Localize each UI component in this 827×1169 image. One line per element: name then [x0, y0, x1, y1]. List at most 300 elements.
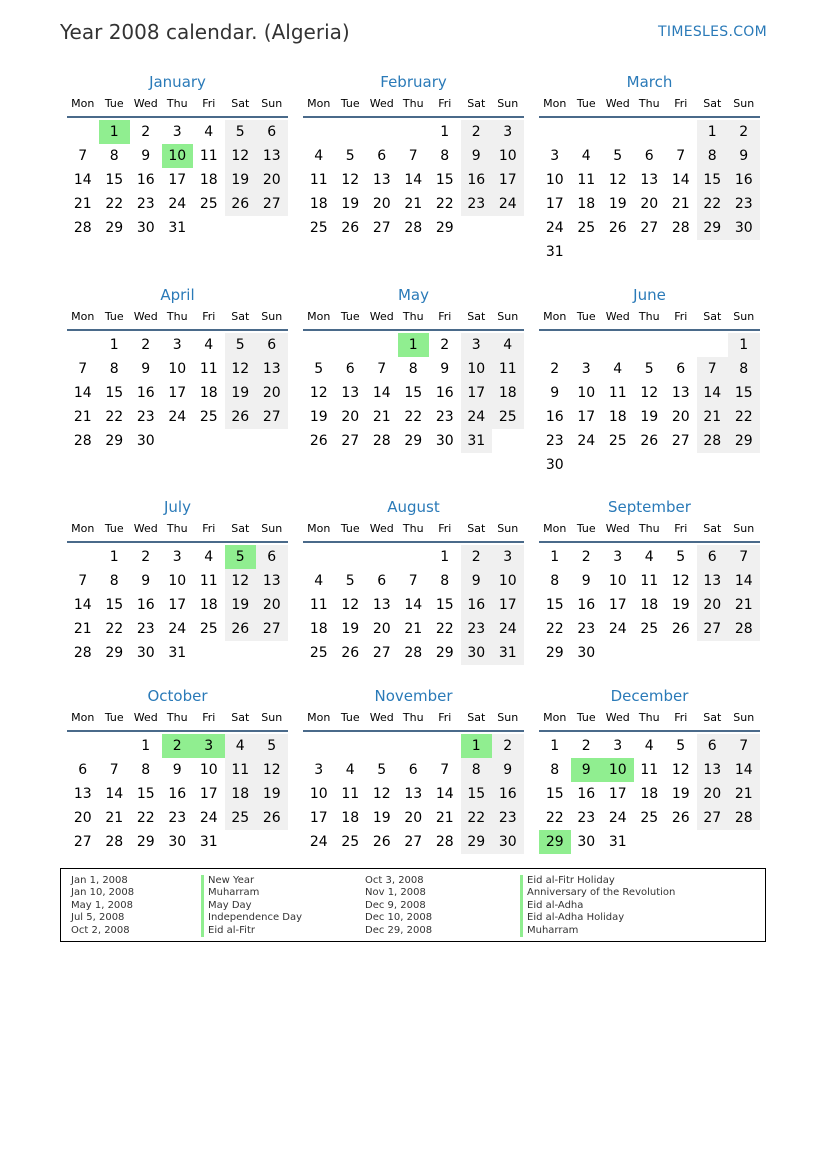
day-cell[interactable]: 7: [109, 762, 119, 778]
day-cell[interactable]: 11: [341, 786, 360, 802]
day-cell[interactable]: 14: [105, 786, 124, 802]
day-cell[interactable]: 10: [309, 786, 328, 802]
day-cell[interactable]: 25: [225, 806, 257, 830]
day-cell[interactable]: 6: [256, 120, 288, 144]
day-cell[interactable]: 19: [671, 786, 690, 802]
day-cell[interactable]: 12: [309, 385, 328, 401]
day-cell[interactable]: 7: [440, 762, 450, 778]
holiday-day-cell[interactable]: 5: [225, 545, 257, 569]
day-cell[interactable]: 25: [577, 220, 596, 236]
day-cell[interactable]: 18: [640, 786, 659, 802]
day-cell[interactable]: 19: [671, 597, 690, 613]
day-cell[interactable]: 19: [341, 196, 360, 212]
day-cell[interactable]: 9: [172, 762, 182, 778]
day-cell[interactable]: 14: [73, 172, 92, 188]
day-cell[interactable]: 30: [728, 216, 760, 240]
day-cell[interactable]: 5: [256, 734, 288, 758]
day-cell[interactable]: 28: [404, 645, 423, 661]
day-cell[interactable]: 20: [256, 381, 288, 405]
day-cell[interactable]: 6: [676, 361, 686, 377]
day-cell[interactable]: 27: [640, 220, 659, 236]
day-cell[interactable]: 11: [199, 573, 218, 589]
day-cell[interactable]: 17: [608, 786, 627, 802]
day-cell[interactable]: 25: [640, 810, 659, 826]
day-cell[interactable]: 31: [461, 429, 493, 453]
day-cell[interactable]: 2: [461, 545, 493, 569]
day-cell[interactable]: 3: [172, 124, 182, 140]
day-cell[interactable]: 26: [671, 810, 690, 826]
day-cell[interactable]: 19: [225, 593, 257, 617]
day-cell[interactable]: 4: [314, 573, 324, 589]
day-cell[interactable]: 25: [341, 834, 360, 850]
day-cell[interactable]: 20: [640, 196, 659, 212]
day-cell[interactable]: 16: [461, 168, 493, 192]
day-cell[interactable]: 4: [644, 549, 654, 565]
day-cell[interactable]: 12: [671, 573, 690, 589]
day-cell[interactable]: 22: [404, 409, 423, 425]
day-cell[interactable]: 1: [550, 738, 560, 754]
day-cell[interactable]: 26: [608, 220, 627, 236]
day-cell[interactable]: 15: [728, 381, 760, 405]
day-cell[interactable]: 22: [697, 192, 729, 216]
holiday-day-cell[interactable]: 3: [193, 734, 225, 758]
day-cell[interactable]: 12: [341, 597, 360, 613]
day-cell[interactable]: 14: [728, 569, 760, 593]
day-cell[interactable]: 26: [256, 806, 288, 830]
day-cell[interactable]: 8: [141, 762, 151, 778]
day-cell[interactable]: 20: [697, 593, 729, 617]
day-cell[interactable]: 3: [492, 545, 524, 569]
day-cell[interactable]: 7: [78, 573, 88, 589]
day-cell[interactable]: 26: [372, 834, 391, 850]
day-cell[interactable]: 5: [613, 148, 623, 164]
day-cell[interactable]: 28: [697, 429, 729, 453]
day-cell[interactable]: 1: [440, 549, 450, 565]
day-cell[interactable]: 25: [309, 645, 328, 661]
day-cell[interactable]: 11: [225, 758, 257, 782]
day-cell[interactable]: 2: [550, 361, 560, 377]
day-cell[interactable]: 22: [545, 621, 564, 637]
day-cell[interactable]: 12: [671, 762, 690, 778]
day-cell[interactable]: 23: [136, 196, 155, 212]
day-cell[interactable]: 17: [309, 810, 328, 826]
day-cell[interactable]: 2: [440, 337, 450, 353]
day-cell[interactable]: 16: [136, 385, 155, 401]
day-cell[interactable]: 9: [440, 361, 450, 377]
holiday-day-cell[interactable]: 1: [461, 734, 493, 758]
day-cell[interactable]: 17: [168, 597, 187, 613]
holiday-day-cell[interactable]: 10: [162, 144, 194, 168]
day-cell[interactable]: 31: [492, 641, 524, 665]
day-cell[interactable]: 5: [345, 573, 355, 589]
day-cell[interactable]: 12: [256, 758, 288, 782]
day-cell[interactable]: 5: [225, 120, 257, 144]
day-cell[interactable]: 1: [728, 333, 760, 357]
day-cell[interactable]: 18: [492, 381, 524, 405]
day-cell[interactable]: 13: [341, 385, 360, 401]
day-cell[interactable]: 28: [73, 220, 92, 236]
day-cell[interactable]: 1: [697, 120, 729, 144]
day-cell[interactable]: 16: [577, 597, 596, 613]
holiday-day-cell[interactable]: 1: [99, 120, 131, 144]
day-cell[interactable]: 6: [256, 333, 288, 357]
day-cell[interactable]: 18: [640, 597, 659, 613]
day-cell[interactable]: 27: [73, 834, 92, 850]
day-cell[interactable]: 3: [581, 361, 591, 377]
day-cell[interactable]: 13: [404, 786, 423, 802]
day-cell[interactable]: 18: [309, 621, 328, 637]
day-cell[interactable]: 14: [73, 597, 92, 613]
day-cell[interactable]: 4: [314, 148, 324, 164]
day-cell[interactable]: 24: [461, 405, 493, 429]
day-cell[interactable]: 18: [608, 409, 627, 425]
day-cell[interactable]: 8: [461, 758, 493, 782]
day-cell[interactable]: 12: [341, 172, 360, 188]
day-cell[interactable]: 25: [309, 220, 328, 236]
day-cell[interactable]: 17: [577, 409, 596, 425]
day-cell[interactable]: 19: [372, 810, 391, 826]
day-cell[interactable]: 17: [545, 196, 564, 212]
day-cell[interactable]: 9: [141, 148, 151, 164]
day-cell[interactable]: 10: [168, 573, 187, 589]
day-cell[interactable]: 23: [728, 192, 760, 216]
day-cell[interactable]: 31: [168, 645, 187, 661]
day-cell[interactable]: 19: [341, 621, 360, 637]
day-cell[interactable]: 7: [728, 734, 760, 758]
day-cell[interactable]: 5: [225, 333, 257, 357]
day-cell[interactable]: 27: [697, 617, 729, 641]
brand-logo[interactable]: TIMESLES.COM: [658, 24, 767, 40]
day-cell[interactable]: 12: [225, 357, 257, 381]
day-cell[interactable]: 3: [492, 120, 524, 144]
day-cell[interactable]: 23: [136, 409, 155, 425]
day-cell[interactable]: 26: [225, 405, 257, 429]
day-cell[interactable]: 8: [697, 144, 729, 168]
day-cell[interactable]: 5: [676, 549, 686, 565]
day-cell[interactable]: 26: [225, 617, 257, 641]
day-cell[interactable]: 17: [461, 381, 493, 405]
day-cell[interactable]: 25: [199, 621, 218, 637]
day-cell[interactable]: 8: [728, 357, 760, 381]
holiday-day-cell[interactable]: 2: [162, 734, 194, 758]
day-cell[interactable]: 29: [545, 645, 564, 661]
day-cell[interactable]: 30: [577, 645, 596, 661]
day-cell[interactable]: 5: [676, 738, 686, 754]
day-cell[interactable]: 10: [545, 172, 564, 188]
day-cell[interactable]: 28: [404, 220, 423, 236]
day-cell[interactable]: 27: [341, 433, 360, 449]
day-cell[interactable]: 6: [644, 148, 654, 164]
day-cell[interactable]: 4: [492, 333, 524, 357]
day-cell[interactable]: 4: [225, 734, 257, 758]
day-cell[interactable]: 19: [309, 409, 328, 425]
day-cell[interactable]: 19: [608, 196, 627, 212]
day-cell[interactable]: 7: [408, 573, 418, 589]
day-cell[interactable]: 17: [168, 172, 187, 188]
day-cell[interactable]: 11: [309, 597, 328, 613]
day-cell[interactable]: 25: [640, 621, 659, 637]
day-cell[interactable]: 16: [728, 168, 760, 192]
day-cell[interactable]: 2: [581, 738, 591, 754]
day-cell[interactable]: 2: [141, 124, 151, 140]
holiday-day-cell[interactable]: 29: [539, 830, 571, 854]
day-cell[interactable]: 11: [608, 385, 627, 401]
day-cell[interactable]: 6: [697, 545, 729, 569]
day-cell[interactable]: 31: [168, 220, 187, 236]
day-cell[interactable]: 18: [341, 810, 360, 826]
day-cell[interactable]: 21: [73, 621, 92, 637]
day-cell[interactable]: 16: [136, 597, 155, 613]
day-cell[interactable]: 21: [728, 782, 760, 806]
holiday-day-cell[interactable]: 9: [571, 758, 603, 782]
day-cell[interactable]: 15: [105, 597, 124, 613]
day-cell[interactable]: 8: [109, 573, 119, 589]
day-cell[interactable]: 16: [461, 593, 493, 617]
day-cell[interactable]: 21: [73, 196, 92, 212]
day-cell[interactable]: 27: [372, 645, 391, 661]
day-cell[interactable]: 1: [550, 549, 560, 565]
day-cell[interactable]: 18: [199, 172, 218, 188]
day-cell[interactable]: 30: [461, 641, 493, 665]
day-cell[interactable]: 14: [671, 172, 690, 188]
day-cell[interactable]: 9: [581, 573, 591, 589]
day-cell[interactable]: 23: [545, 433, 564, 449]
day-cell[interactable]: 20: [697, 782, 729, 806]
day-cell[interactable]: 4: [613, 361, 623, 377]
day-cell[interactable]: 2: [728, 120, 760, 144]
day-cell[interactable]: 26: [640, 433, 659, 449]
day-cell[interactable]: 14: [697, 381, 729, 405]
day-cell[interactable]: 26: [309, 433, 328, 449]
day-cell[interactable]: 18: [199, 597, 218, 613]
day-cell[interactable]: 15: [404, 385, 423, 401]
day-cell[interactable]: 30: [168, 834, 187, 850]
day-cell[interactable]: 30: [136, 433, 155, 449]
day-cell[interactable]: 6: [697, 734, 729, 758]
day-cell[interactable]: 6: [408, 762, 418, 778]
day-cell[interactable]: 18: [199, 385, 218, 401]
day-cell[interactable]: 11: [309, 172, 328, 188]
day-cell[interactable]: 15: [435, 597, 454, 613]
day-cell[interactable]: 21: [404, 621, 423, 637]
day-cell[interactable]: 27: [256, 192, 288, 216]
day-cell[interactable]: 6: [377, 573, 387, 589]
day-cell[interactable]: 29: [105, 433, 124, 449]
day-cell[interactable]: 2: [492, 734, 524, 758]
day-cell[interactable]: 24: [168, 621, 187, 637]
day-cell[interactable]: 28: [105, 834, 124, 850]
day-cell[interactable]: 21: [372, 409, 391, 425]
day-cell[interactable]: 11: [577, 172, 596, 188]
day-cell[interactable]: 10: [492, 144, 524, 168]
day-cell[interactable]: 10: [577, 385, 596, 401]
day-cell[interactable]: 4: [204, 337, 214, 353]
day-cell[interactable]: 4: [345, 762, 355, 778]
day-cell[interactable]: 1: [109, 337, 119, 353]
day-cell[interactable]: 12: [225, 144, 257, 168]
day-cell[interactable]: 14: [73, 385, 92, 401]
day-cell[interactable]: 8: [408, 361, 418, 377]
day-cell[interactable]: 21: [697, 405, 729, 429]
day-cell[interactable]: 12: [608, 172, 627, 188]
day-cell[interactable]: 5: [345, 148, 355, 164]
day-cell[interactable]: 17: [608, 597, 627, 613]
day-cell[interactable]: 22: [728, 405, 760, 429]
day-cell[interactable]: 13: [73, 786, 92, 802]
day-cell[interactable]: 5: [377, 762, 387, 778]
day-cell[interactable]: 27: [256, 617, 288, 641]
day-cell[interactable]: 23: [461, 192, 493, 216]
day-cell[interactable]: 4: [644, 738, 654, 754]
day-cell[interactable]: 15: [545, 597, 564, 613]
day-cell[interactable]: 10: [608, 573, 627, 589]
day-cell[interactable]: 8: [550, 573, 560, 589]
day-cell[interactable]: 12: [225, 569, 257, 593]
day-cell[interactable]: 1: [141, 738, 151, 754]
day-cell[interactable]: 13: [256, 144, 288, 168]
day-cell[interactable]: 26: [225, 192, 257, 216]
day-cell[interactable]: 3: [613, 549, 623, 565]
day-cell[interactable]: 5: [644, 361, 654, 377]
day-cell[interactable]: 22: [435, 196, 454, 212]
day-cell[interactable]: 8: [440, 148, 450, 164]
day-cell[interactable]: 28: [73, 645, 92, 661]
day-cell[interactable]: 3: [172, 549, 182, 565]
day-cell[interactable]: 26: [671, 621, 690, 637]
day-cell[interactable]: 29: [461, 830, 493, 854]
day-cell[interactable]: 23: [577, 810, 596, 826]
day-cell[interactable]: 29: [697, 216, 729, 240]
day-cell[interactable]: 24: [608, 810, 627, 826]
day-cell[interactable]: 26: [341, 645, 360, 661]
day-cell[interactable]: 24: [168, 409, 187, 425]
day-cell[interactable]: 8: [440, 573, 450, 589]
day-cell[interactable]: 20: [341, 409, 360, 425]
day-cell[interactable]: 6: [78, 762, 88, 778]
day-cell[interactable]: 28: [671, 220, 690, 236]
day-cell[interactable]: 9: [141, 573, 151, 589]
day-cell[interactable]: 18: [309, 196, 328, 212]
day-cell[interactable]: 18: [225, 782, 257, 806]
day-cell[interactable]: 31: [608, 834, 627, 850]
day-cell[interactable]: 1: [440, 124, 450, 140]
day-cell[interactable]: 22: [461, 806, 493, 830]
day-cell[interactable]: 9: [550, 385, 560, 401]
day-cell[interactable]: 19: [225, 168, 257, 192]
day-cell[interactable]: 22: [105, 621, 124, 637]
day-cell[interactable]: 11: [640, 573, 659, 589]
day-cell[interactable]: 7: [78, 148, 88, 164]
day-cell[interactable]: 25: [492, 405, 524, 429]
day-cell[interactable]: 29: [105, 645, 124, 661]
day-cell[interactable]: 17: [492, 593, 524, 617]
day-cell[interactable]: 23: [136, 621, 155, 637]
day-cell[interactable]: 15: [105, 172, 124, 188]
day-cell[interactable]: 13: [256, 569, 288, 593]
day-cell[interactable]: 20: [256, 593, 288, 617]
day-cell[interactable]: 13: [372, 172, 391, 188]
holiday-day-cell[interactable]: 1: [398, 333, 430, 357]
day-cell[interactable]: 16: [492, 782, 524, 806]
day-cell[interactable]: 21: [728, 593, 760, 617]
day-cell[interactable]: 17: [199, 786, 218, 802]
day-cell[interactable]: 11: [199, 148, 218, 164]
day-cell[interactable]: 29: [435, 645, 454, 661]
day-cell[interactable]: 3: [613, 738, 623, 754]
day-cell[interactable]: 22: [136, 810, 155, 826]
holiday-day-cell[interactable]: 10: [602, 758, 634, 782]
day-cell[interactable]: 24: [492, 192, 524, 216]
day-cell[interactable]: 4: [204, 549, 214, 565]
day-cell[interactable]: 29: [728, 429, 760, 453]
day-cell[interactable]: 16: [168, 786, 187, 802]
day-cell[interactable]: 21: [671, 196, 690, 212]
day-cell[interactable]: 9: [141, 361, 151, 377]
day-cell[interactable]: 7: [728, 545, 760, 569]
day-cell[interactable]: 24: [492, 617, 524, 641]
day-cell[interactable]: 22: [105, 409, 124, 425]
day-cell[interactable]: 29: [404, 433, 423, 449]
day-cell[interactable]: 12: [372, 786, 391, 802]
day-cell[interactable]: 24: [199, 810, 218, 826]
day-cell[interactable]: 16: [545, 409, 564, 425]
day-cell[interactable]: 25: [199, 409, 218, 425]
day-cell[interactable]: 9: [728, 144, 760, 168]
day-cell[interactable]: 25: [199, 196, 218, 212]
day-cell[interactable]: 8: [550, 762, 560, 778]
day-cell[interactable]: 28: [372, 433, 391, 449]
day-cell[interactable]: 10: [492, 569, 524, 593]
day-cell[interactable]: 7: [676, 148, 686, 164]
day-cell[interactable]: 21: [73, 409, 92, 425]
day-cell[interactable]: 2: [461, 120, 493, 144]
day-cell[interactable]: 20: [372, 621, 391, 637]
day-cell[interactable]: 15: [435, 172, 454, 188]
day-cell[interactable]: 15: [105, 385, 124, 401]
day-cell[interactable]: 13: [640, 172, 659, 188]
day-cell[interactable]: 20: [671, 409, 690, 425]
day-cell[interactable]: 11: [199, 361, 218, 377]
day-cell[interactable]: 3: [314, 762, 324, 778]
day-cell[interactable]: 20: [256, 168, 288, 192]
day-cell[interactable]: 2: [581, 549, 591, 565]
day-cell[interactable]: 13: [697, 758, 729, 782]
day-cell[interactable]: 18: [577, 196, 596, 212]
day-cell[interactable]: 19: [256, 782, 288, 806]
day-cell[interactable]: 27: [404, 834, 423, 850]
day-cell[interactable]: 30: [545, 457, 564, 473]
day-cell[interactable]: 26: [341, 220, 360, 236]
day-cell[interactable]: 7: [377, 361, 387, 377]
day-cell[interactable]: 25: [608, 433, 627, 449]
day-cell[interactable]: 27: [256, 405, 288, 429]
day-cell[interactable]: 24: [168, 196, 187, 212]
day-cell[interactable]: 22: [105, 196, 124, 212]
day-cell[interactable]: 8: [109, 148, 119, 164]
day-cell[interactable]: 2: [141, 549, 151, 565]
day-cell[interactable]: 31: [199, 834, 218, 850]
day-cell[interactable]: 20: [372, 196, 391, 212]
day-cell[interactable]: 3: [461, 333, 493, 357]
day-cell[interactable]: 10: [168, 361, 187, 377]
day-cell[interactable]: 8: [109, 361, 119, 377]
day-cell[interactable]: 6: [256, 545, 288, 569]
day-cell[interactable]: 17: [168, 385, 187, 401]
day-cell[interactable]: 23: [168, 810, 187, 826]
day-cell[interactable]: 17: [492, 168, 524, 192]
day-cell[interactable]: 23: [577, 621, 596, 637]
day-cell[interactable]: 11: [640, 762, 659, 778]
